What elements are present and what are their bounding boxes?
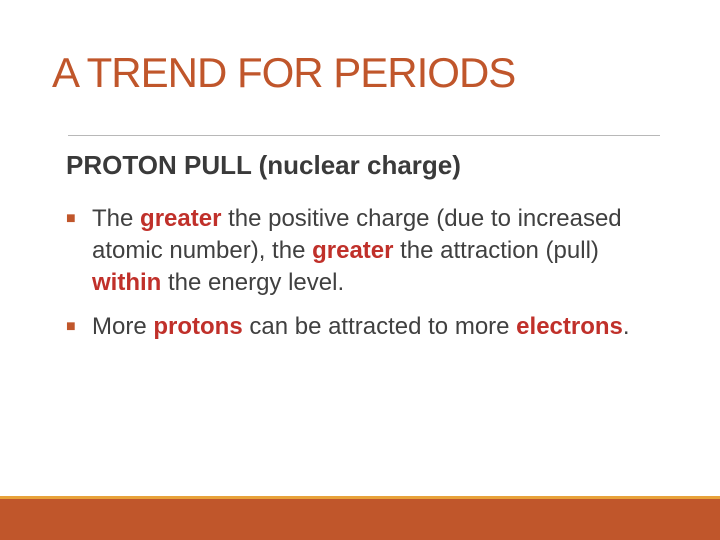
highlight-word: greater — [140, 205, 222, 232]
highlight-word: electrons — [516, 313, 623, 340]
bullet-segment: can be attracted to more — [242, 313, 517, 340]
highlight-word: protons — [153, 313, 243, 340]
bullet-segment: the positive charge (due to increased atomic number), the — [92, 205, 622, 264]
bullet-list — [66, 203, 666, 355]
bullet-text — [92, 313, 630, 340]
square-bullet-icon: ■ — [66, 318, 76, 335]
bullet-segment: the attraction (pull) — [393, 237, 599, 264]
square-bullet-icon: ■ — [66, 210, 76, 227]
footer-stripe — [0, 496, 720, 499]
bullet-segment: The — [92, 205, 141, 232]
footer-band — [0, 496, 720, 540]
bullet-item — [66, 203, 666, 299]
subheading: PROTON PULL (nuclear charge) — [66, 150, 461, 180]
slide-title: A TREND FOR PERIODS — [52, 49, 516, 96]
highlight-word: within — [92, 269, 162, 296]
highlight-word: greater — [312, 237, 394, 264]
bullet-text — [92, 205, 622, 296]
bullet-segment: More — [92, 313, 154, 340]
title-divider — [68, 135, 660, 136]
bullet-segment: the energy level. — [161, 269, 345, 296]
bullet-item — [66, 311, 666, 343]
bullet-segment: . — [622, 313, 630, 340]
